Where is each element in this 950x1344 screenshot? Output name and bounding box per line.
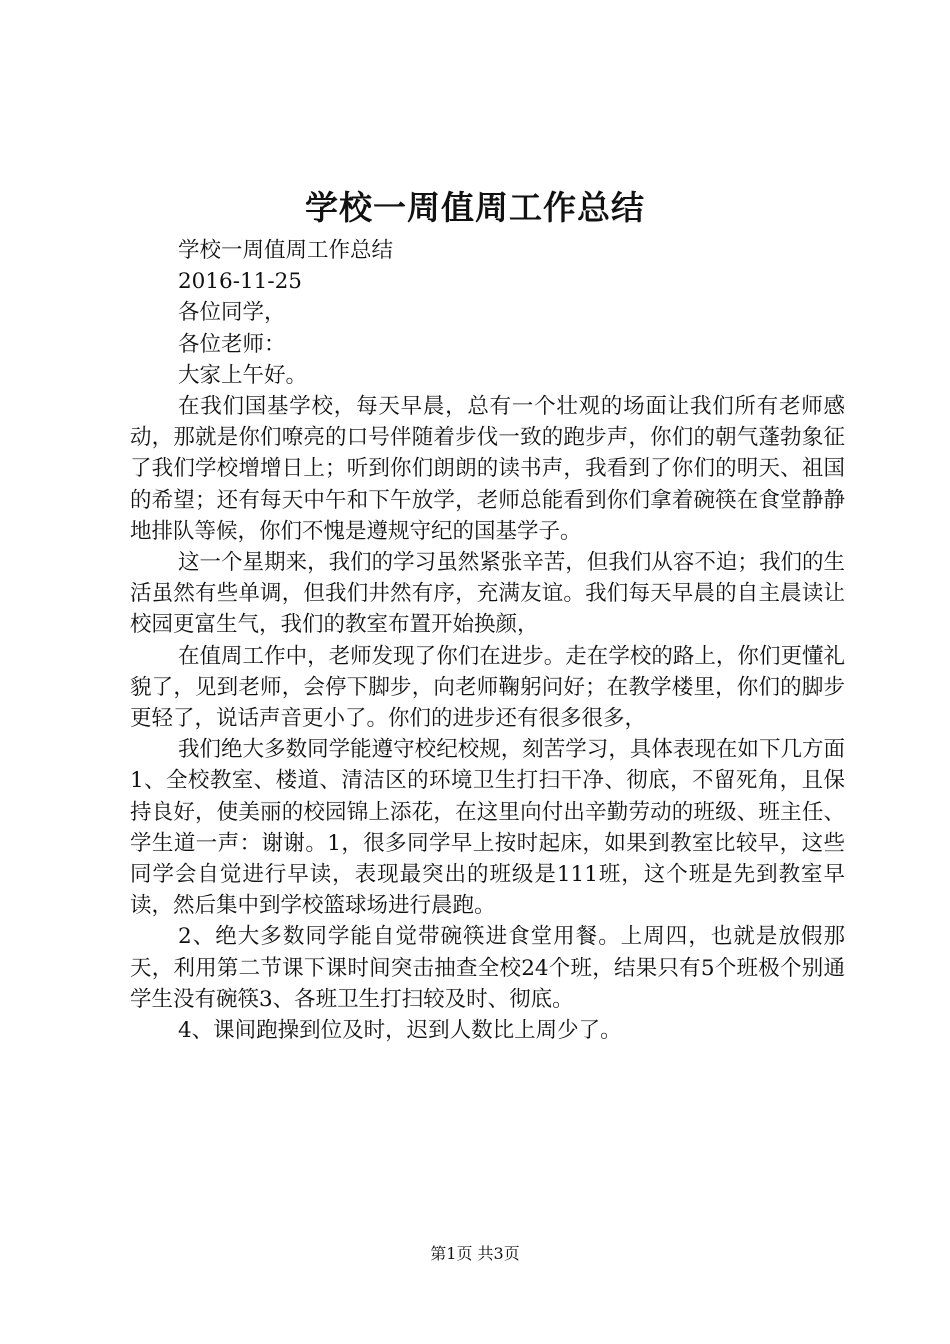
paragraph-3: 在值周工作中，老师发现了你们在进步。走在学校的路上，你们更懂礼貌了，见到老师，会停下脚步，向老师鞠躬问好；在教学楼里，你们的脚步更轻了，说话声音更小了。你们的进步还有很多很多， bbox=[130, 643, 845, 732]
date: 2016-11-25 bbox=[178, 269, 302, 295]
greeting-morning: 大家上午好。 bbox=[178, 362, 308, 388]
document-title: 学校一周值周工作总结 bbox=[305, 188, 645, 227]
paragraph-4: 我们绝大多数同学能遵守校纪校规，刻苦学习，具体表现在如下几方面1、全校教室、楼道、清洁区的环境卫生打扫干净、彻底，不留死角，且保持良好，使美丽的校园锦上添花，在这里向付出辛勤劳动的班级、班主任、学生道一声：谢谢。1，很多同学早上按时起床，如果到教室比较早，这些同学会自觉进行早读，表现最突出的班级是111班，这个班是先到教室早读，然后集中到学校篮球场进行晨跑。 bbox=[130, 737, 845, 919]
greeting-teachers: 各位老师： bbox=[178, 331, 286, 357]
paragraph-2: 这一个星期来，我们的学习虽然紧张辛苦，但我们从容不迫；我们的生活虽然有些单调，但我们井然有序，充满友谊。我们每天早晨的自主晨读让校园更富生气，我们的教室布置开始换颜， bbox=[130, 550, 845, 638]
paragraph-5: 2、绝大多数同学能自觉带碗筷进食堂用餐。上周四，也就是放假那天，利用第二节课下课时间突击抽查全校24个班，结果只有5个班极个别通学生没有碗筷3、各班卫生打扫较及时、彻底。 bbox=[130, 924, 845, 1012]
subtitle: 学校一周值周工作总结 bbox=[178, 238, 394, 263]
paragraph-6: 4、课间跑操到位及时，迟到人数比上周少了。 bbox=[178, 1018, 622, 1044]
document-body bbox=[130, 235, 845, 1046]
greeting-students: 各位同学， bbox=[178, 300, 286, 326]
page-number: 第1页 共3页 bbox=[430, 1244, 520, 1263]
paragraph-1: 在我们国基学校，每天早晨，总有一个壮观的场面让我们所有老师感动，那就是你们嘹亮的口号伴随着步伐一致的跑步声，你们的朝气蓬勃象征了我们学校增增日上；听到你们朗朗的读书声，我看到了你们的明天、祖国的希望；还有每天中午和下午放学，老师总能看到你们拿着碗筷在食堂静静地排队等候，你们不愧是遵规守纪的国基学子。 bbox=[130, 394, 845, 544]
